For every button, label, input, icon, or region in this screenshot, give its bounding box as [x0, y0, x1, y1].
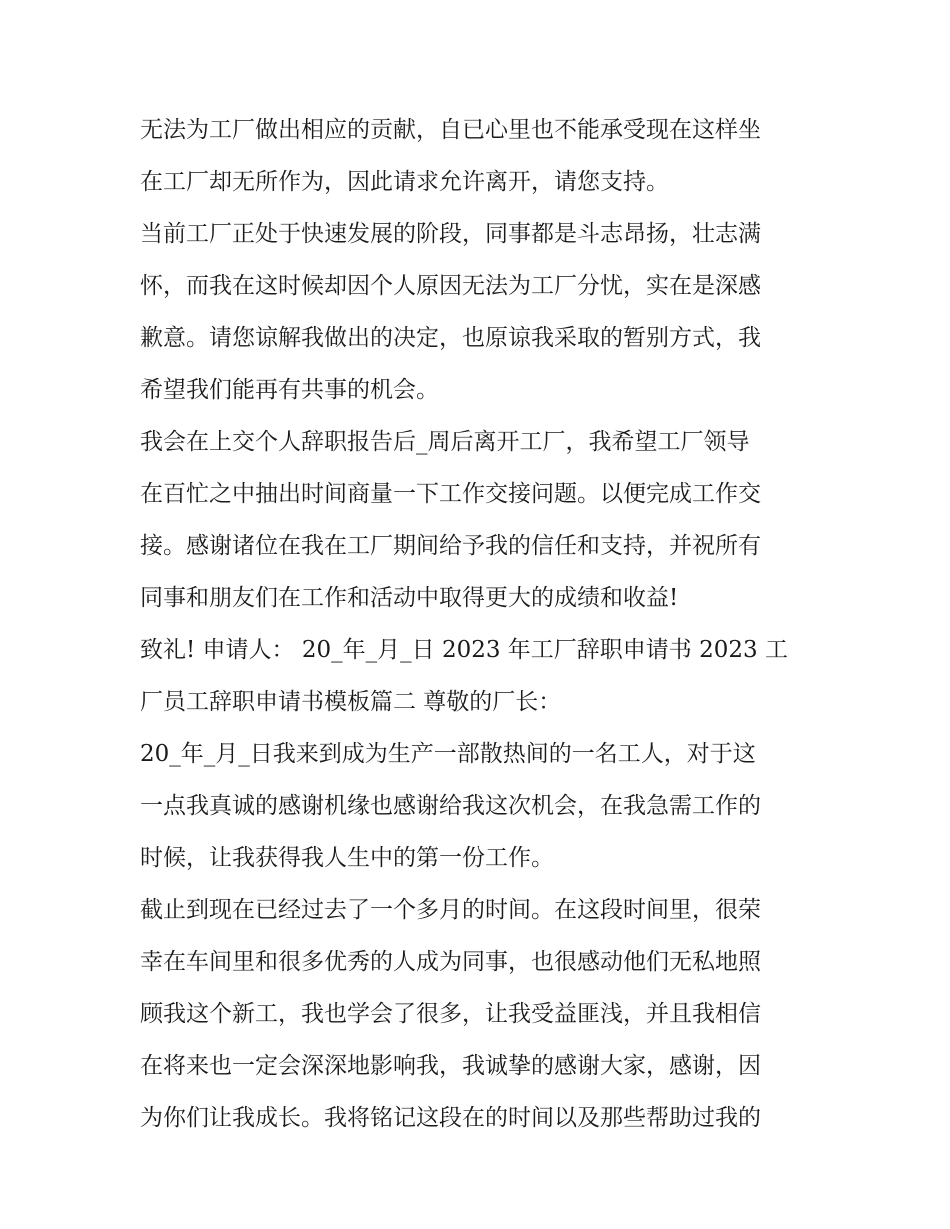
text-line: 同事和朋友们在工作和活动中取得更大的成绩和收益! [140, 585, 679, 611]
text-line: 为你们让我成长。我将铭记这段在的时间以及那些帮助过我的 [140, 1105, 761, 1131]
text-line: 一点我真诚的感谢机缘也感谢给我这次机会，在我急需工作的 [140, 793, 761, 819]
text-line: 接。感谢诸位在我在工厂期间给予我的信任和支持，并祝所有 [140, 533, 761, 559]
text-line: 在百忙之中抽出时间商量一下工作交接问题。以便完成工作交 [140, 481, 761, 507]
text-line: 致礼! 申请人： 20_年_月_日 2023 年工厂辞职申请书 2023 工 [140, 637, 788, 663]
text-line: 怀，而我在这时候却因个人原因无法为工厂分忧，实在是深感 [140, 273, 761, 299]
text-line: 截止到现在已经过去了一个多月的时间。在这段时间里，很荣 [140, 897, 761, 923]
text-line: 20_年_月_日我来到成为生产一部散热间的一名工人，对于这 [140, 741, 756, 767]
text-line: 厂员工辞职申请书模板篇二 尊敬的厂长： [140, 689, 562, 715]
text-line: 希望我们能再有共事的机会。 [140, 377, 439, 403]
text-line: 在工厂却无所作为，因此请求允许离开，请您支持。 [140, 169, 669, 195]
text-line: 顾我这个新工，我也学会了很多，让我受益匪浅，并且我相信 [140, 1001, 761, 1027]
document-body [140, 104, 820, 1144]
text-line: 我会在上交个人辞职报告后_周后离开工厂，我希望工厂领导 [140, 429, 750, 455]
text-line: 无法为工厂做出相应的贡献，自已心里也不能承受现在这样坐 [140, 117, 761, 143]
text-line: 当前工厂正处于快速发展的阶段，同事都是斗志昂扬，壮志满 [140, 221, 761, 247]
text-line: 时候，让我获得我人生中的第一份工作。 [140, 845, 554, 871]
text-line: 在将来也一定会深深地影响我，我诚挚的感谢大家，感谢，因 [140, 1053, 761, 1079]
text-line: 幸在车间里和很多优秀的人成为同事，也很感动他们无私地照 [140, 949, 761, 975]
text-line: 歉意。请您谅解我做出的决定，也原谅我采取的暂别方式，我 [140, 325, 761, 351]
